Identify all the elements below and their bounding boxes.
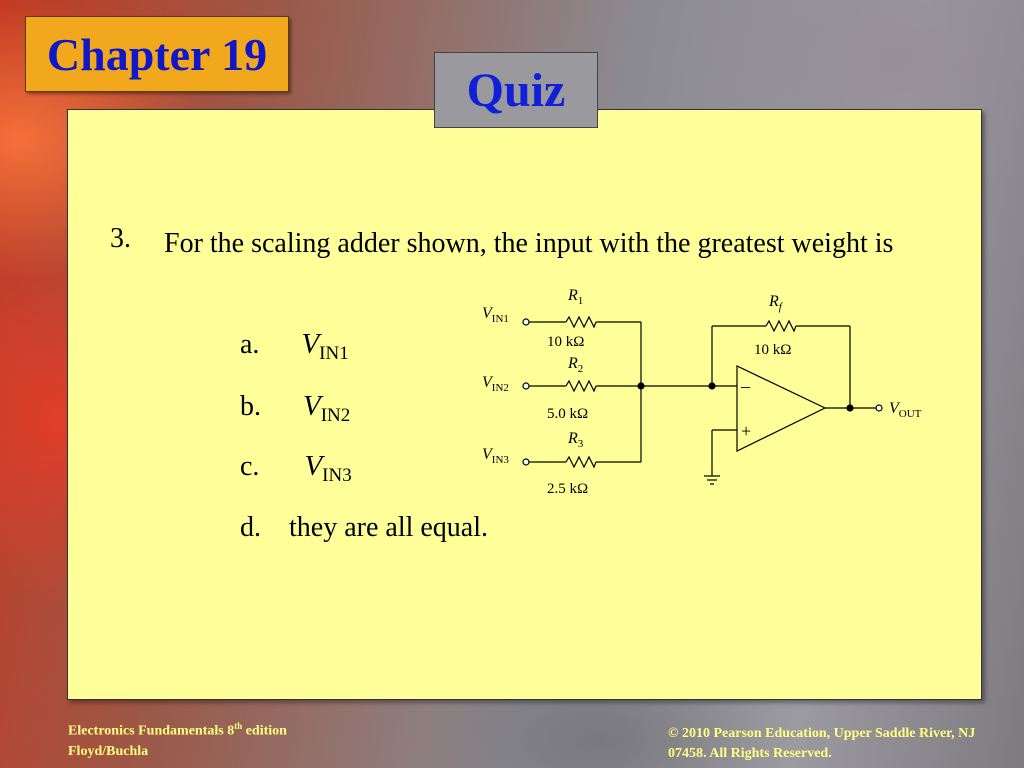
r2-name: $R_2$ [568,355,584,375]
option-letter: d. [240,512,261,543]
option-subscript: IN3 [322,465,352,486]
resistor-r2 [566,381,596,391]
input-terminal [523,319,529,325]
vin3-label: $V_{IN3}$ [482,446,509,466]
question-text: For the scaling adder shown, the input with the greatest weight is [164,228,894,259]
input-terminal [523,383,529,389]
r1-value: 10 kΩ [547,334,585,350]
book-authors: Floyd/Buchla [68,743,149,759]
input-terminal [523,459,529,465]
option-text: they are all equal. [289,512,489,543]
ground-icon [704,476,720,484]
input-branch-3 [523,457,641,467]
resistor-r3 [566,457,596,467]
rf-name: $R_f$ [769,293,782,313]
vin2-label: $V_{IN2}$ [482,374,509,394]
opamp-minus: – [741,376,750,396]
quiz-title: Quiz [434,52,598,128]
option-variable: V [303,390,321,422]
footer-copyright: © 2010 Pearson Education, Upper Saddle River, NJ 07458. All Rights Reserved. [668,726,976,761]
r1-name: $R_1$ [568,287,584,307]
resistor-rf [766,321,796,331]
question-number: 3. [110,223,131,254]
chapter-title: Chapter 19 [25,16,289,92]
vout-label: $V_{OUT}$ [889,400,922,420]
option-variable: V [301,328,320,360]
option-subscript: IN2 [320,405,351,426]
option-letter: c. [240,451,260,482]
junction-dot [847,405,853,411]
footer-book-info [68,716,287,762]
option-subscript: IN1 [319,343,349,364]
vin1-label: $V_{IN1}$ [482,305,509,325]
input-branch-2 [523,381,641,391]
r2-value: 5.0 kΩ [547,406,589,422]
resistor-r1 [566,317,596,327]
rf-value: 10 kΩ [754,342,792,358]
option-variable: V [304,450,323,482]
book-title: Electronics Fundamentals 8th edition [68,721,287,739]
r3-value: 2.5 kΩ [547,481,589,497]
option-letter: a. [240,329,260,360]
opamp-plus: + [741,421,752,441]
option-letter: b. [240,391,261,422]
r3-name: $R_3$ [568,430,584,450]
output-terminal [876,405,882,411]
